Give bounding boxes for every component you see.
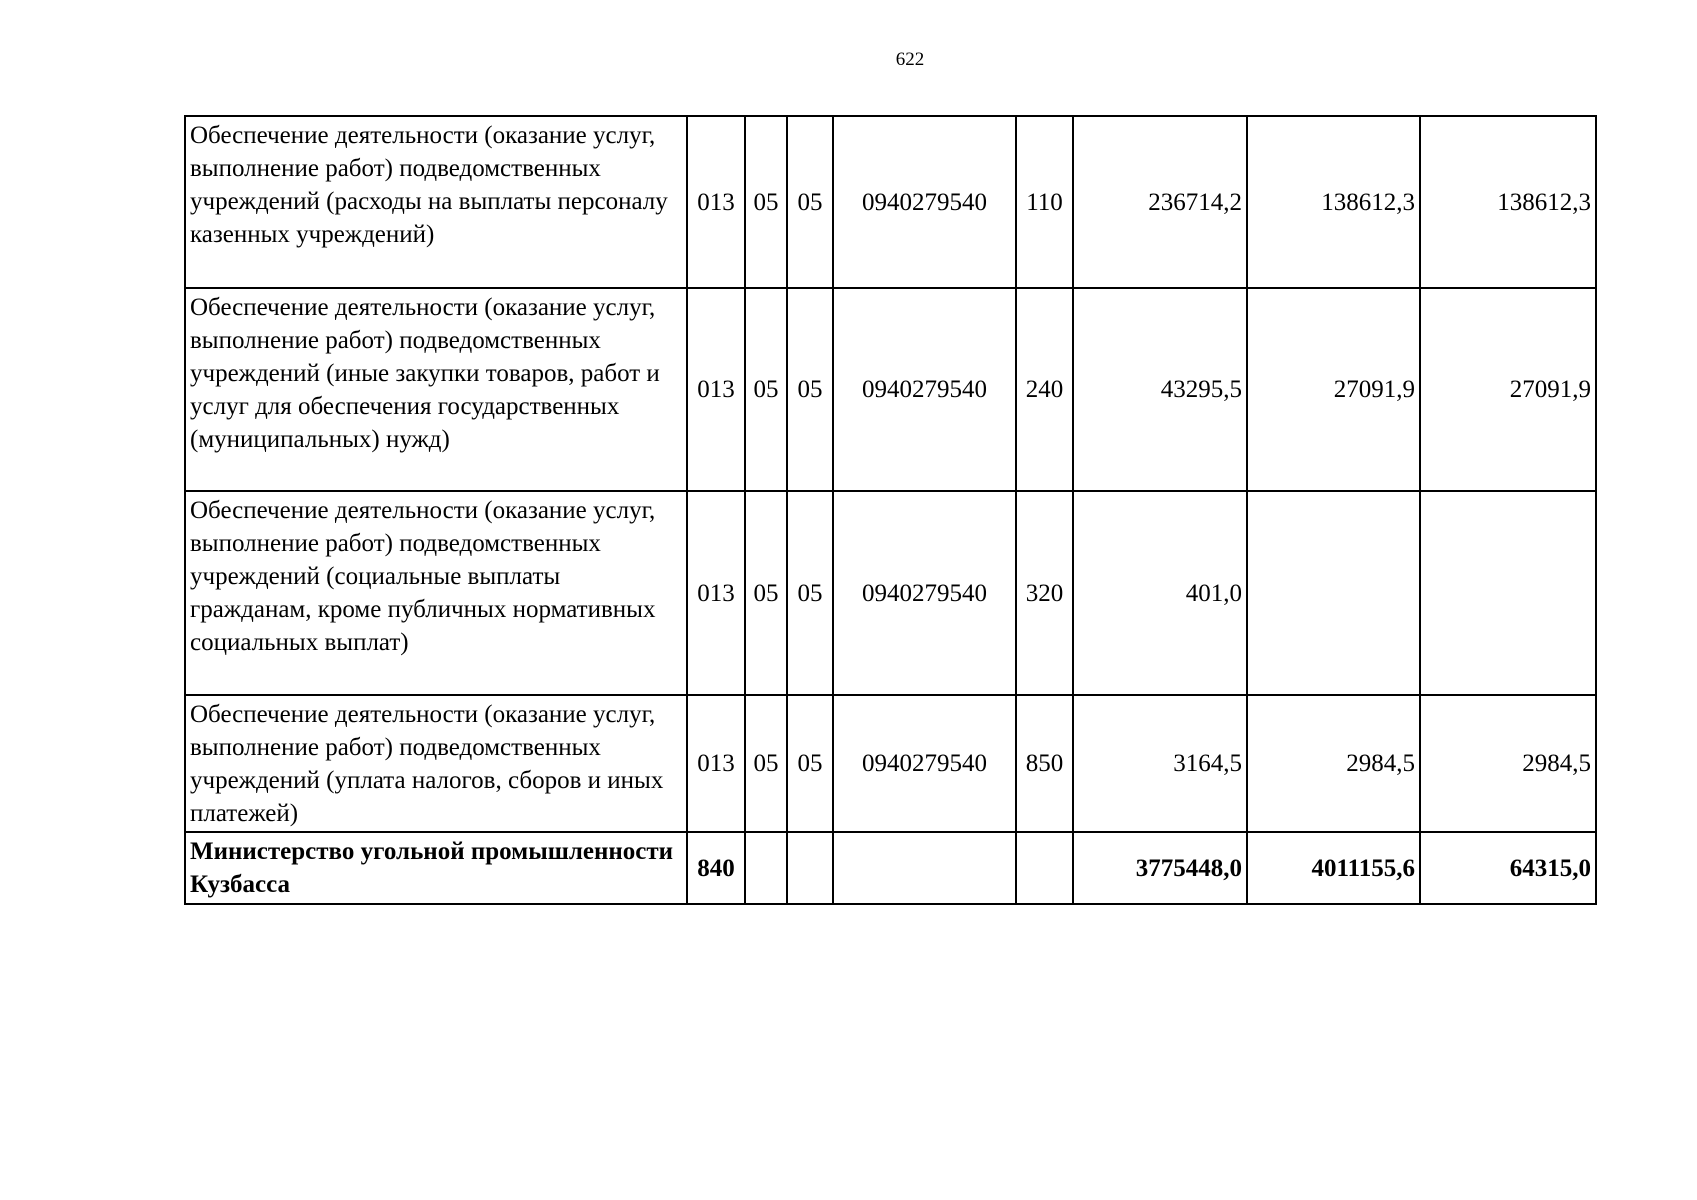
amount-year-2: 2984,5 bbox=[1247, 695, 1420, 832]
expense-type-code: 850 bbox=[1016, 695, 1073, 832]
total-amount-year-1: 3775448,0 bbox=[1073, 832, 1247, 904]
amount-year-3: 138612,3 bbox=[1420, 116, 1596, 288]
expense-type-code: 240 bbox=[1016, 288, 1073, 491]
subsection-code: 05 bbox=[787, 491, 833, 695]
amount-year-1: 3164,5 bbox=[1073, 695, 1247, 832]
ministry-code: 013 bbox=[687, 288, 745, 491]
amount-year-1: 401,0 bbox=[1073, 491, 1247, 695]
table-row bbox=[185, 695, 1596, 832]
total-amount-year-2: 4011155,6 bbox=[1247, 832, 1420, 904]
amount-year-3: 2984,5 bbox=[1420, 695, 1596, 832]
amount-year-2 bbox=[1247, 491, 1420, 695]
section-code: 05 bbox=[745, 288, 787, 491]
subsection-code: 05 bbox=[787, 116, 833, 288]
section-code: 05 bbox=[745, 116, 787, 288]
row-description: Обеспечение деятельности (оказание услуг, выполнение работ) подведомственных учреждений (иные закупки товаров, работ и услуг для обеспечения государственных (муниципальных) нужд) bbox=[185, 288, 687, 491]
table-row bbox=[185, 116, 1596, 288]
table-row bbox=[185, 491, 1596, 695]
row-description: Обеспечение деятельности (оказание услуг, выполнение работ) подведомственных учреждений (уплата налогов, сборов и иных платежей) bbox=[185, 695, 687, 832]
subsection-code: 05 bbox=[787, 288, 833, 491]
expense-type-code: 320 bbox=[1016, 491, 1073, 695]
target-item-code: 0940279540 bbox=[833, 288, 1016, 491]
amount-year-3 bbox=[1420, 491, 1596, 695]
row-description: Обеспечение деятельности (оказание услуг, выполнение работ) подведомственных учреждений (социальные выплаты гражданам, кроме публичных нормативных социальных выплат) bbox=[185, 491, 687, 695]
total-row bbox=[185, 832, 1596, 904]
section-code: 05 bbox=[745, 695, 787, 832]
total-section-code bbox=[745, 832, 787, 904]
expense-type-code: 110 bbox=[1016, 116, 1073, 288]
amount-year-2: 138612,3 bbox=[1247, 116, 1420, 288]
ministry-code: 013 bbox=[687, 695, 745, 832]
section-code: 05 bbox=[745, 491, 787, 695]
amount-year-1: 236714,2 bbox=[1073, 116, 1247, 288]
total-ministry-code: 840 bbox=[687, 832, 745, 904]
total-amount-year-3: 64315,0 bbox=[1420, 832, 1596, 904]
target-item-code: 0940279540 bbox=[833, 116, 1016, 288]
budget-table bbox=[184, 115, 1597, 905]
total-description: Министерство угольной промышленности Кузбасса bbox=[185, 832, 687, 904]
subsection-code: 05 bbox=[787, 695, 833, 832]
total-expense-type-code bbox=[1016, 832, 1073, 904]
table-row bbox=[185, 288, 1596, 491]
ministry-code: 013 bbox=[687, 491, 745, 695]
amount-year-2: 27091,9 bbox=[1247, 288, 1420, 491]
amount-year-1: 43295,5 bbox=[1073, 288, 1247, 491]
total-subsection-code bbox=[787, 832, 833, 904]
target-item-code: 0940279540 bbox=[833, 695, 1016, 832]
ministry-code: 013 bbox=[687, 116, 745, 288]
page-number: 622 bbox=[895, 49, 925, 70]
target-item-code: 0940279540 bbox=[833, 491, 1016, 695]
row-description: Обеспечение деятельности (оказание услуг, выполнение работ) подведомственных учреждений (расходы на выплаты персоналу казенных учреждений) bbox=[185, 116, 687, 288]
total-target-item-code bbox=[833, 832, 1016, 904]
amount-year-3: 27091,9 bbox=[1420, 288, 1596, 491]
